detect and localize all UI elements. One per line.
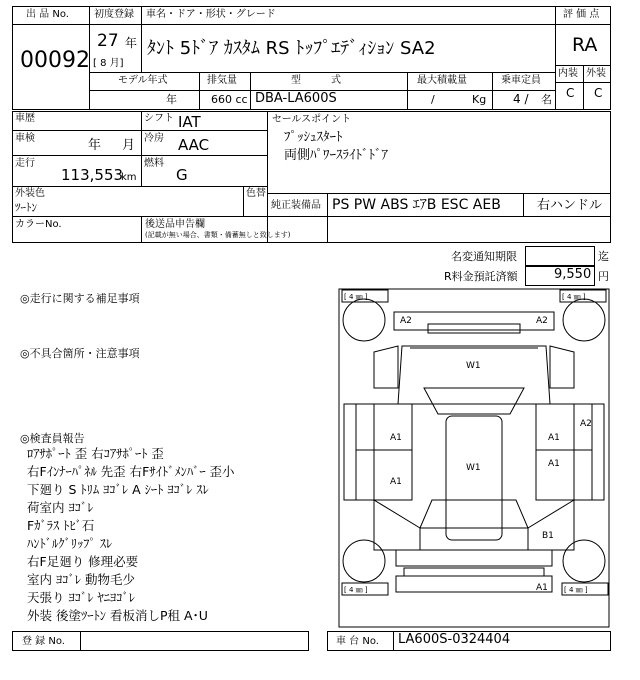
chassis-label: 車 台 No. bbox=[336, 636, 379, 647]
vehicle-label: 車名・ドア・形状・グレード bbox=[146, 9, 276, 20]
capacity-value: 4 / bbox=[513, 92, 529, 106]
equipment-label: 純正装備品 bbox=[271, 200, 321, 211]
tire-depth-fl: [ 4 ㎜ ] bbox=[344, 293, 368, 301]
first-reg-year: 27 bbox=[97, 31, 119, 51]
displacement-value: 660 cc bbox=[211, 93, 248, 106]
load-value: / bbox=[431, 93, 435, 106]
recycle-label: R料金預託済額 bbox=[444, 270, 518, 283]
inspection-year: 年 bbox=[88, 138, 102, 153]
model-year-value: 年 bbox=[166, 93, 177, 106]
remark-line: 外装 後塗ﾂｰﾄﾝ 看板消しP租 A･U bbox=[27, 608, 208, 623]
first-reg-month: [ 8 月] bbox=[93, 58, 124, 69]
color-change-label: 色替 bbox=[246, 188, 266, 199]
after-note: (記載が無い場合、書類・備蓄無しと致します) bbox=[145, 231, 291, 239]
mark-right-front-door: A1 bbox=[548, 433, 560, 443]
remark-line: Fｶﾞﾗｽ ﾄﾋﾞ石 bbox=[27, 518, 95, 533]
inspector-heading: ◎検査員報告 bbox=[20, 432, 85, 445]
notice-unit: 迄 bbox=[598, 250, 609, 263]
recycle-value: 9,550 bbox=[554, 267, 592, 282]
remark-line: 天張り ﾖｺﾞﾚ ﾔﾆﾖｺﾞﾚ bbox=[27, 590, 135, 605]
ac-value: AAC bbox=[178, 136, 210, 154]
chassis-value: LA600S-0324404 bbox=[398, 632, 511, 647]
reg-label: 登 録 No. bbox=[22, 636, 65, 647]
defects-heading: ◎不具合箇所・注意事項 bbox=[20, 347, 140, 360]
inspection-label: 車検 bbox=[15, 133, 35, 144]
ac-label: 冷房 bbox=[144, 133, 164, 144]
recycle-unit: 円 bbox=[598, 270, 609, 283]
mileage-value: 113,553 bbox=[61, 166, 124, 184]
mark-front-bumper-right: A2 bbox=[536, 316, 548, 326]
mark-left-front-door: A1 bbox=[390, 433, 402, 443]
mark-rear-bumper: A1 bbox=[536, 583, 548, 593]
sales-point-1: ﾌﾟｯｼｭｽﾀｰﾄ bbox=[284, 130, 343, 145]
grade-label: 評 価 点 bbox=[563, 9, 600, 20]
tire-depth-rr: [ 4 ㎜ ] bbox=[564, 586, 588, 594]
load-label: 最大積載量 bbox=[417, 75, 467, 86]
lot-number: 00092 bbox=[20, 48, 90, 73]
remark-line: 室内 ﾖｺﾞﾚ 動物毛少 bbox=[27, 572, 135, 587]
type-value: DBA-LA600S bbox=[255, 91, 337, 106]
first-reg-label: 初度登録 bbox=[94, 9, 134, 20]
wheel-front-left bbox=[343, 299, 385, 341]
mark-right-rear-quarter: B1 bbox=[542, 531, 554, 541]
remark-line: 右Fｲﾝﾅｰﾊﾟﾈﾙ 先歪 右Fｻｲﾄﾞﾒﾝﾊﾞｰ 歪小 bbox=[27, 464, 235, 479]
tire-depth-rl: [ 4 ㎜ ] bbox=[344, 586, 368, 594]
mark-right-rear-door: A1 bbox=[548, 459, 560, 469]
vehicle-name: ﾀﾝﾄ 5ﾄﾞｱ ｶｽﾀﾑ RS ﾄｯﾌﾟｴﾃﾞｨｼｮﾝ SA2 bbox=[147, 38, 436, 59]
remark-line: 下廻り S ﾄﾘﾑ ﾖｺﾞﾚ A ｼｰﾄ ﾖｺﾞﾚ ｽﾚ bbox=[27, 482, 209, 497]
remark-line: 荷室内 ﾖｺﾞﾚ bbox=[27, 500, 94, 515]
history-label: 車歴 bbox=[15, 113, 35, 124]
sales-point-2: 両側ﾊﾟﾜｰｽﾗｲﾄﾞﾄﾞｱ bbox=[284, 148, 389, 163]
mileage-unit: km bbox=[121, 172, 137, 183]
capacity-label: 乗車定員 bbox=[501, 75, 541, 86]
lot-label: 出 品 No. bbox=[26, 9, 69, 20]
color-no-label: カラーNo. bbox=[15, 219, 62, 230]
interior-value: C bbox=[566, 86, 575, 100]
ext-color-value: ﾂｰﾄﾝ bbox=[15, 201, 37, 214]
capacity-unit: 名 bbox=[541, 93, 552, 106]
shift-value: IAT bbox=[178, 113, 201, 131]
mark-front-bumper-left: A2 bbox=[400, 316, 412, 326]
wheel-front-right bbox=[563, 299, 605, 341]
ext-color-label: 外装色 bbox=[15, 188, 45, 199]
fuel-value: G bbox=[176, 166, 188, 184]
driving-heading: ◎走行に関する補足事項 bbox=[20, 292, 140, 305]
exterior-label: 外装 bbox=[586, 68, 606, 79]
wheel-rear-right bbox=[563, 540, 605, 582]
mark-hood: W1 bbox=[466, 361, 481, 371]
steering-value: 右ハンドル bbox=[537, 198, 603, 213]
load-unit: Kg bbox=[472, 93, 487, 106]
remark-line: ﾊﾝﾄﾞﾙｸﾞﾘｯﾌﾟ ｽﾚ bbox=[27, 536, 113, 551]
mark-roof: W1 bbox=[466, 463, 481, 473]
after-label: 後送品申告欄 bbox=[145, 219, 205, 230]
model-year-label: モデル年式 bbox=[118, 75, 168, 86]
mark-left-rear-door: A1 bbox=[390, 477, 402, 487]
mileage-label: 走行 bbox=[15, 158, 35, 169]
equipment-value: PS PW ABS ｴｱB ESC AEB bbox=[332, 197, 501, 213]
mark-right-front-fender: A2 bbox=[580, 419, 592, 429]
wheel-rear-left bbox=[343, 540, 385, 582]
sales-label: セールスポイント bbox=[272, 114, 352, 125]
type-label: 型 式 bbox=[291, 75, 341, 86]
year-unit: 年 bbox=[125, 36, 138, 50]
remark-line: 右F足廻り 修理必要 bbox=[27, 554, 139, 569]
fuel-label: 燃料 bbox=[144, 158, 164, 169]
notice-label: 名変通知期限 bbox=[451, 250, 517, 263]
notice-box bbox=[525, 246, 595, 266]
inspector-remarks bbox=[27, 445, 235, 625]
displacement-label: 排気量 bbox=[207, 75, 237, 86]
shift-label: シフト bbox=[144, 113, 174, 124]
car-damage-diagram bbox=[338, 288, 610, 628]
inspection-month: 月 bbox=[122, 138, 136, 153]
grade-value: RA bbox=[572, 34, 598, 56]
exterior-value: C bbox=[594, 86, 603, 100]
interior-label: 内装 bbox=[558, 68, 578, 79]
tire-depth-fr: [ 4 ㎜ ] bbox=[562, 293, 586, 301]
remark-line: ﾛｱｻﾎﾟｰﾄ 歪 右ｺｱｻﾎﾟｰﾄ 歪 bbox=[27, 446, 164, 461]
